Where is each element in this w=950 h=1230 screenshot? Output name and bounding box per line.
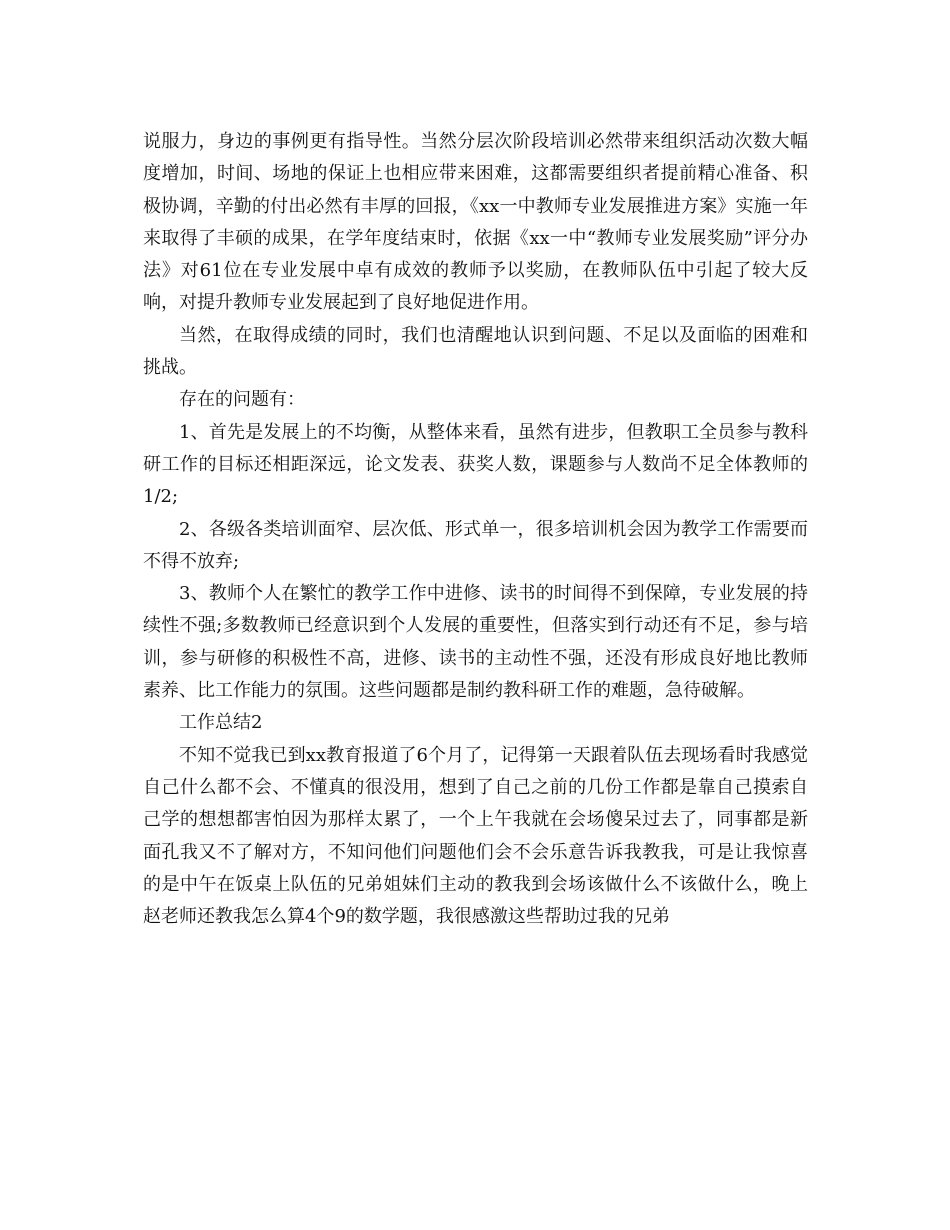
paragraph-challenges: 当然，在取得成绩的同时，我们也清醒地认识到问题、不足以及面临的困难和挑战。 <box>143 324 808 379</box>
section-heading-work-summary-2: 工作总结2 <box>179 712 263 734</box>
paragraph-work-summary-2-body: 不知不觉我已到xx教育报道了6个月了，记得第一天跟着队伍去现场看时我感觉自己什么都不会、不懂真的很没用，想到了自己之前的几份工作都是靠自己摸索自己学的想想都害怕因为那样太累了，一个上午我就在会场傻呆过去了，同事都是新面孔我又不了解对方，不知问他们问题他们会不会乐意告诉我教我，可是让我惊喜的是中午在饭桌上队伍的兄弟姐妹们主动的教我到会场该做什么不该做什么，晚上赵老师还教我怎么算4个9的数学题，我很感激这些帮助过我的兄弟 <box>143 744 808 928</box>
paragraph-problem-3: 3、教师个人在繁忙的教学工作中进修、读书的时间得不到保障，专业发展的持续性不强;多数教师已经意识到个人发展的重要性，但落实到行动还有不足，参与培训，参与研修的积极性不高，进修、读书的主动性不强，还没有形成良好地比教师素养、比工作能力的氛围。这些问题都是制约教科研工作的难题，急待破解。 <box>143 583 808 702</box>
document-page <box>143 126 808 933</box>
paragraph-achievements: 说服力，身边的事例更有指导性。当然分层次阶段培训必然带来组织活动次数大幅度增加，时间、场地的保证上也相应带来困难，这都需要组织者提前精心准备、积极协调，辛勤的付出必然有丰厚的回报，《xx一中教师专业发展推进方案》实施一年来取得了丰硕的成果，在学年度结束时，依据《xx一中“教师专业发展奖励”评分办法》对61位在专业发展中卓有成效的教师予以奖励，在教师队伍中引起了较大反响，对提升教师专业发展起到了良好地促进作用。 <box>143 131 808 314</box>
paragraph-problems-heading: 存在的问题有： <box>179 389 305 411</box>
paragraph-problem-2: 2、各级各类培训面窄、层次低、形式单一，很多培训机会因为教学工作需要而不得不放弃; <box>143 518 808 572</box>
paragraph-problem-1: 1、首先是发展上的不均衡，从整体来看，虽然有进步，但教职工全员参与教科研工作的目标还相距深远，论文发表、获奖人数，课题参与人数尚不足全体教师的1/2; <box>143 421 808 508</box>
